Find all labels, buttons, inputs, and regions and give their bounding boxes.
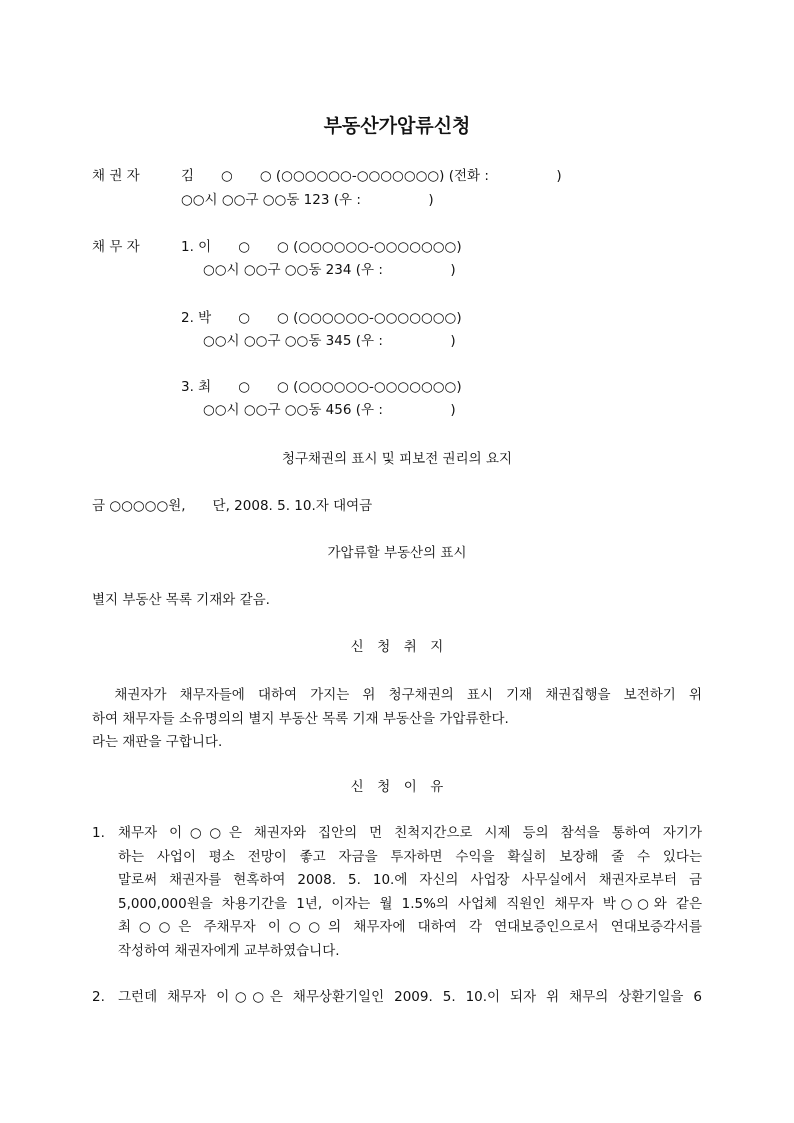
reason-1-line-3: 말로써 채권자를 현혹하여 2008. 5. 10.에 자신의 사업장 사무실에서 채권자로부터 금 xyxy=(118,872,702,889)
property-text: 별지 부동산 목록 기재와 같음. xyxy=(92,592,270,608)
creditor-label: 채 권 자 xyxy=(92,168,140,184)
debtor-2-line-2: ○○시 ○○구 ○○동 345 (우 : ) xyxy=(203,333,456,349)
debtor-label: 채 무 자 xyxy=(92,239,140,255)
reason-1-line-5: 최○○은 주채무자 이○○의 채무자에 대하여 각 연대보증인으로서 연대보증각서를 xyxy=(118,919,702,936)
property-heading: 가압류할 부동산의 표시 xyxy=(327,545,467,561)
document-title: 부동산가압류신청 xyxy=(323,115,471,137)
reasons-heading: 신 청 이 유 xyxy=(350,779,444,795)
reason-1-line-1: 채무자 이○○은 채권자와 집안의 먼 친척지간으로 시제 등의 참석을 통하여 자기가 xyxy=(118,825,702,841)
claim-heading: 청구채권의 표시 및 피보전 권리의 요지 xyxy=(281,451,513,467)
purpose-line-1: 채권자가 채무자들에 대하여 가지는 위 청구채권의 표시 기재 채권집행을 보전하기 위 xyxy=(92,687,702,703)
reason-item-2 xyxy=(92,986,702,1010)
creditor-line-1: 김 ○ ○ (○○○○○○-○○○○○○○) (전화 : ) xyxy=(181,168,562,184)
reason-item-1 xyxy=(92,822,702,964)
debtor-1-line-2: ○○시 ○○구 ○○동 234 (우 : ) xyxy=(203,262,456,278)
reason-1-line-2: 하는 사업이 평소 전망이 좋고 자금을 투자하면 수익을 확실히 보장해 줄 수 있다는 xyxy=(118,848,702,865)
purpose-line-2: 하여 채무자들 소유명의의 별지 부동산 목록 기재 부동산을 가압류한다. xyxy=(92,710,509,727)
purpose-body xyxy=(92,684,702,755)
reason-2-number: 2. xyxy=(92,989,105,1005)
reason-1-line-4: 5,000,000원을 차용기간을 1년, 이자는 월 1.5%의 사업체 직원인 채무자 박○○와 같은 xyxy=(118,895,702,912)
debtor-1-line-1: 1. 이 ○ ○ (○○○○○○-○○○○○○○) xyxy=(181,239,462,255)
reason-1-number: 1. xyxy=(92,825,105,841)
debtor-3-line-2: ○○시 ○○구 ○○동 456 (우 : ) xyxy=(203,402,456,418)
purpose-heading: 신 청 취 지 xyxy=(350,639,444,655)
claim-text: 금 ○○○○○원, 단, 2008. 5. 10.자 대여금 xyxy=(92,498,373,514)
reason-1-line-6: 작성하여 채권자에게 교부하였습니다. xyxy=(118,942,340,959)
debtor-3-line-1: 3. 최 ○ ○ (○○○○○○-○○○○○○○) xyxy=(181,379,462,395)
debtor-2-line-1: 2. 박 ○ ○ (○○○○○○-○○○○○○○) xyxy=(181,310,462,326)
creditor-line-2: ○○시 ○○구 ○○동 123 (우 : ) xyxy=(181,192,434,208)
reason-2-line-1: 그런데 채무자 이○○은 채무상환기일인 2009. 5. 10.이 되자 위 채무의 상환기일을 6 xyxy=(118,989,702,1005)
purpose-line-3: 라는 재판을 구합니다. xyxy=(92,734,223,751)
